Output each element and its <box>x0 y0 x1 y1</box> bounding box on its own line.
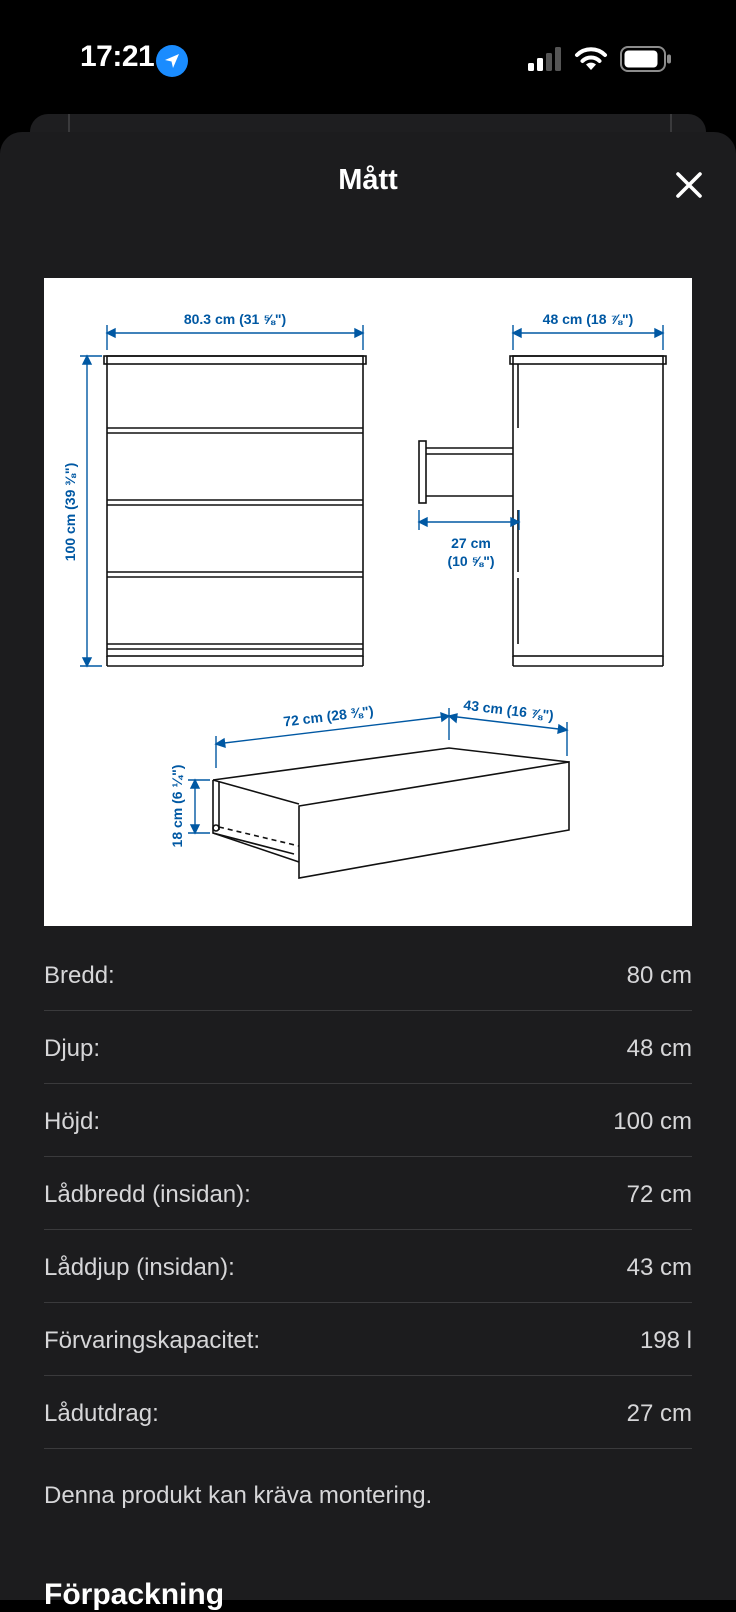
assembly-note: Denna produkt kan kräva montering. <box>44 1482 433 1509</box>
drawer-extension-label: 27 cm <box>451 535 491 551</box>
spec-value: 27 cm <box>626 1400 692 1427</box>
drawer-extension-inch-label: (10 ⅝") <box>447 553 495 569</box>
spec-row-depth <box>44 1011 692 1084</box>
spec-label: Bredd: <box>44 962 115 989</box>
spec-value: 48 cm <box>626 1035 692 1062</box>
spec-value: 43 cm <box>626 1254 692 1281</box>
sheet-title: Mått <box>338 164 398 196</box>
drawer-depth-label: 43 cm (16 ⅞") <box>462 696 555 724</box>
spec-row-width <box>44 938 692 1011</box>
cellular-signal-icon <box>528 47 564 71</box>
close-icon[interactable] <box>672 168 706 202</box>
drawer-height-label: 18 cm (6 ¼") <box>169 764 185 848</box>
spec-value: 100 cm <box>613 1108 692 1135</box>
spec-label: Förvaringskapacitet: <box>44 1327 261 1354</box>
drawer-extension-dimension <box>419 510 519 530</box>
status-time: 17:21 <box>80 40 155 73</box>
chest-width-dimension <box>107 325 363 350</box>
spec-row-drawer-width <box>44 1157 692 1230</box>
spec-value: 80 cm <box>626 962 692 989</box>
chest-depth-dimension <box>513 325 663 350</box>
spec-value: 198 l <box>639 1327 692 1354</box>
spec-label: Djup: <box>44 1035 101 1062</box>
wifi-icon <box>574 44 608 72</box>
status-bar <box>0 0 736 110</box>
chest-width-label: 80.3 cm (31 ⅝") <box>183 311 287 327</box>
drawer-drawing <box>213 748 569 878</box>
drawer-width-label: 72 cm (28 ⅜") <box>282 702 375 730</box>
battery-icon <box>620 46 672 72</box>
spec-label: Lådbredd (insidan): <box>44 1181 251 1208</box>
spec-value: 72 cm <box>626 1181 692 1208</box>
spec-row-drawer-extension <box>44 1376 692 1449</box>
chest-side-drawing <box>419 356 666 666</box>
background-sheet-content <box>68 114 672 134</box>
spec-row-height <box>44 1084 692 1157</box>
location-arrow-icon <box>154 43 190 79</box>
spec-label: Låddjup (insidan): <box>44 1254 235 1281</box>
chest-depth-label: 48 cm (18 ⅞") <box>542 311 634 327</box>
dimension-drawing <box>44 278 692 926</box>
chest-front-drawing <box>104 356 366 666</box>
chest-height-dimension <box>80 356 102 666</box>
dimensions-list <box>44 938 692 1449</box>
drawer-height-dimension <box>188 780 210 833</box>
dimension-diagram <box>44 278 692 926</box>
packaging-section-heading[interactable]: Förpackning <box>44 1578 225 1611</box>
chest-height-label: 100 cm (39 ⅜") <box>62 462 78 562</box>
spec-row-storage-capacity <box>44 1303 692 1376</box>
spec-label: Lådutdrag: <box>44 1400 159 1427</box>
spec-row-drawer-depth <box>44 1230 692 1303</box>
spec-label: Höjd: <box>44 1108 101 1135</box>
